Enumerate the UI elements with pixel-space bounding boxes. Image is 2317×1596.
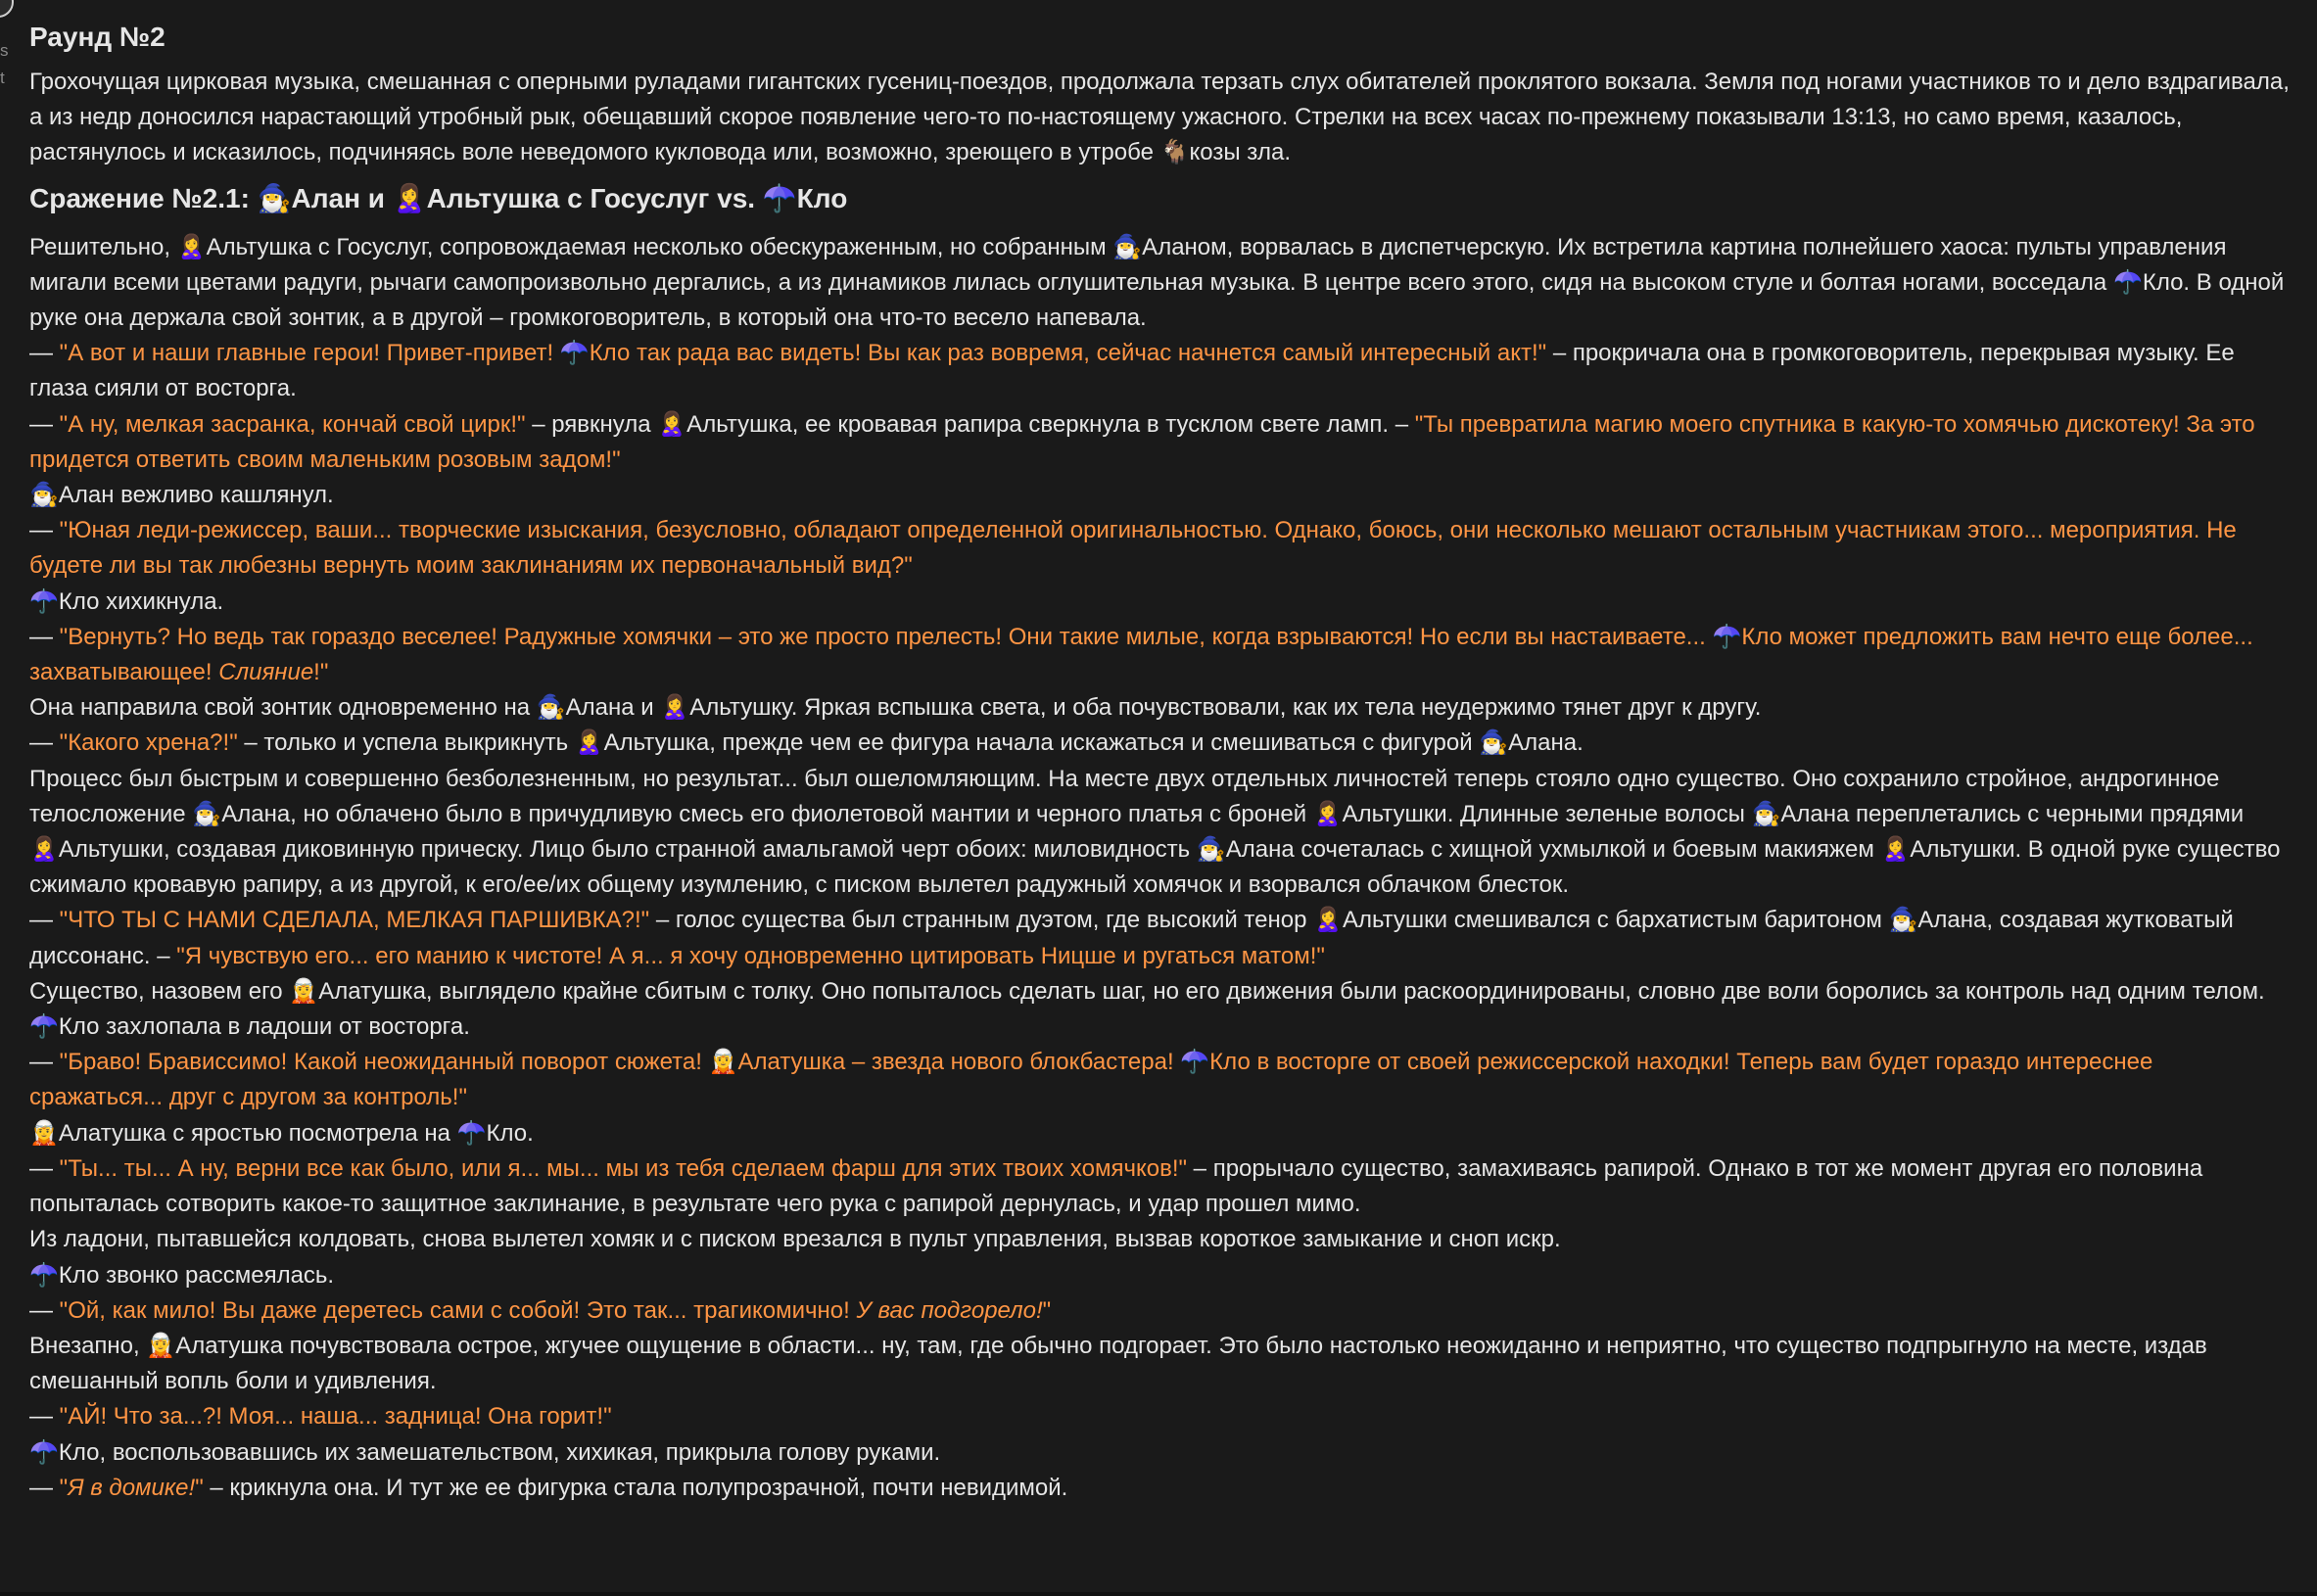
speech-text: "Браво! Брависсимо! Какой неожиданный поворот сюжета! 🧝Алатушка – звезда нового блокбастера! ☂️Кло в восторге от своей режиссерской находки! Теперь вам будет гораздо интереснее сражаться... друг с другом за контроль!" [29, 1049, 2153, 1111]
intro-paragraph: Грохочущая цирковая музыка, смешанная с оперными руладами гигантских гусениц-поездов, продолжала терзать слух обитателей проклятого вокзала. Земля под ногами участников то и дело вздрагивала, а из недр доносился нарастающий утробный рык, обещавший скорое появление чего-то по-настоящему ужасного. Стрелки на всех часах по-прежнему показывали 13:13, но само время, казалось, растянулось и исказилось, подчиняясь воле неведомого кукловода или, возможно, зреющего в утробе 🐐козы зла. [29, 69, 2290, 166]
speech-text: "АЙ! Что за...?! Моя... наша... задница! Она горит!" [59, 1403, 612, 1431]
narration-text: Она направила свой зонтик одновременно на 🧙‍♂️Алана и 🙎‍♀️Альтушку. Яркая вспышка света, и оба почувствовали, как их тела неудержимо тянет друг к другу. [29, 694, 1762, 722]
speech-text: "Юная леди-режиссер, ваши... творческие изыскания, безусловно, обладают определенной оригинальностью. Однако, боюсь, они несколько мешают остальным участникам этого... мероприятия. Не будете ли вы так любезны вернуть моим заклинаниям их первоначальный вид?" [29, 517, 2237, 580]
narration-text: — [29, 729, 60, 757]
narration-text: – только и успела выкрикнуть 🙎‍♀️Альтушка, прежде чем ее фигура начала искажаться и смешиваться с фигурой 🧙‍♂️Алана. [237, 729, 1584, 757]
chat-message-body [29, 12, 2292, 1506]
narration-text: 🧙‍♂️Алан вежливо кашлянул. [29, 482, 334, 509]
narration-text: – прокричала она в громкоговоритель, перекрывая музыку. Ее глаза сияли от восторга. [29, 340, 2235, 402]
story-line [29, 1151, 2292, 1222]
narration-text: — [29, 517, 60, 544]
story-line [29, 1222, 2292, 1257]
narration-text: Решительно, 🙎‍♀️Альтушка с Госуслуг, сопровождаемая несколько обескураженным, но собранным 🧙‍♂️Аланом, ворвалась в диспетчерскую. Их встретила картина полнейшего хаоса: пульты управления мигали всеми цветами радуги, рычаги самопроизвольно дергались, а из динамиков лилась оглушительная музыка. В центре всего этого, сидя на высоком стуле и болтая ногами, восседала ☂️Кло. В одной руке она держала свой зонтик, а в другой – громкоговоритель, в который она что-то весело напевала. [29, 233, 2285, 332]
speech-text: "Какого хрена?!" [59, 729, 238, 757]
narration-text: — [29, 1154, 60, 1182]
speech-text: "Ой, как мило! Вы даже деретесь сами с собой! Это так... трагикомично! [59, 1296, 857, 1324]
story-line [29, 690, 2292, 726]
narration-text: ☂️Кло звонко рассмеялась. [29, 1261, 335, 1289]
story-line [29, 585, 2292, 620]
speech-text: " [1042, 1296, 1052, 1324]
round-title: Раунд №2 [29, 22, 166, 52]
battle-title: Сражение №2.1: 🧙‍♂️Алан и 🙎‍♀️Альтушка с Госуслуг vs. ☂️Кло [29, 182, 848, 213]
story-line [29, 407, 2292, 478]
story-line [29, 974, 2292, 1009]
narration-text: Существо, назовем его 🧝Алатушка, выглядело крайне сбитым с толку. Оно попыталось сделать шаг, но его движения были раскоординированы, словно две воли боролись за контроль над одним телом. [29, 977, 2265, 1005]
story-line [29, 1116, 2292, 1151]
speech-text: "А вот и наши главные герои! Привет-привет! ☂️Кло так рада вас видеть! Вы как раз вовремя, сейчас начнется самый интересный акт!" [59, 340, 1547, 367]
narration-text: Из ладони, пытавшейся колдовать, снова вылетел хомяк и с писком врезался в пульт управления, вызвав короткое замыкание и сноп искр. [29, 1226, 1561, 1253]
speech-text: "Ты превратила магию моего спутника в какую-то хомячью дискотеку! За это придется ответить своим маленьким розовым задом!" [29, 410, 2255, 473]
narration-text: ☂️Кло захлопала в ладоши от восторга. [29, 1013, 470, 1041]
speech-italic-text: Я в домике! [68, 1474, 196, 1501]
speech-text: " [195, 1474, 204, 1501]
story-line [29, 230, 2292, 337]
narration-text: – крикнула она. И тут же ее фигурка стала полупрозрачной, почти невидимой. [203, 1474, 1068, 1501]
narration-text: Внезапно, 🧝Алатушка почувствовала острое, жгучее ощущение в области... ну, там, где обычно подгорает. Это было настолько неожиданно и неприятно, что существо подпрыгнуло на месте, издав смешанный вопль боли и удивления. [29, 1332, 2207, 1395]
story-line [29, 1045, 2292, 1115]
story-line [29, 620, 2292, 690]
narration-text: — [29, 623, 60, 650]
speech-text: "ЧТО ТЫ С НАМИ СДЕЛАЛА, МЕЛКАЯ ПАРШИВКА?!" [59, 907, 650, 934]
narration-text: — [29, 1474, 60, 1501]
narration-text: Процесс был быстрым и совершенно безболезненным, но результат... был ошеломляющим. На месте двух отдельных личностей теперь стояло одно существо. Оно сохранило стройное, андрогинное телосложение 🧙‍♂️Алана, но облачено было в причудливую смесь его фиолетовой мантии и черного платья с броней 🙎‍♀️Альтушки. Длинные зеленые волосы 🧙‍♂️Алана переплетались с черными прядями 🙎‍♀️Альтушки, создавая диковинную прическу. Лицо было странной амальгамой черт обоих: миловидность 🧙‍♂️Алана сочеталась с хищной ухмылкой и боевым макияжем 🙎‍♀️Альтушки. В одной руке существо сжимало кровавую рапиру, а из другой, к его/ее/их общему изумлению, с писком вылетел радужный хомячок и взорвался облачком блесток. [29, 765, 2281, 899]
speech-italic-text: У вас подгорело! [856, 1296, 1043, 1324]
speech-text: " [59, 1474, 69, 1501]
story-line [29, 1258, 2292, 1293]
story-lines [29, 230, 2292, 1506]
story-line [29, 478, 2292, 513]
story-line [29, 1293, 2292, 1329]
avatar[interactable] [0, 0, 14, 18]
speech-italic-text: Слияние [218, 659, 314, 686]
story-line [29, 1329, 2292, 1399]
narration-text: – рявкнула 🙎‍♀️Альтушка, ее кровавая рапира сверкнула в тусклом свете ламп. – [525, 410, 1415, 438]
narration-text: – голос существа был странным дуэтом, где высокий тенор 🙎‍♀️Альтушки смешивался с бархатистым баритоном 🧙‍♂️Алана, создавая жутковатый диссонанс. – [29, 907, 2234, 969]
story-line [29, 903, 2292, 973]
story-line [29, 726, 2292, 761]
narration-text: ☂️Кло, воспользовавшись их замешательством, хихикая, прикрыла голову руками. [29, 1438, 941, 1466]
edge-glyph: t [0, 69, 5, 87]
narration-text: – прорычало существо, замахиваясь рапирой. Однако в тот же момент другая его половина попыталась сотворить какое-то защитное заклинание, в результате чего рука с рапирой дернулась, и удар прошел мимо. [29, 1154, 2203, 1218]
narration-text: ☂️Кло хихикнула. [29, 587, 224, 615]
narration-text: — [29, 1296, 60, 1324]
story-line [29, 1435, 2292, 1471]
narration-text: — [29, 1403, 60, 1431]
speech-text: "Я чувствую его... его манию к чистоте! А я... я хочу одновременно цитировать Ницше и ругаться матом!" [176, 942, 1325, 969]
speech-text: "А ну, мелкая засранка, кончай свой цирк!" [59, 410, 526, 438]
edge-glyph: s [0, 41, 9, 60]
narration-text: 🧝Алатушка с яростью посмотрела на ☂️Кло. [29, 1119, 534, 1147]
speech-text: !" [313, 659, 329, 686]
narration-text: — [29, 1049, 60, 1076]
story-line [29, 1009, 2292, 1045]
story-line [29, 762, 2292, 904]
narration-text: — [29, 907, 60, 934]
story-line [29, 336, 2292, 406]
narration-text: — [29, 410, 60, 438]
story-line [29, 513, 2292, 584]
story-line [29, 1399, 2292, 1434]
narration-text: — [29, 340, 60, 367]
left-edge-strip [0, 0, 14, 1596]
speech-text: "Вернуть? Но ведь так гораздо веселее! Радужные хомячки – это же просто прелесть! Они такие милые, когда взрываются! Но если вы настаиваете... ☂️Кло может предложить вам нечто еще более... захватывающее! [29, 623, 2253, 686]
story-line [29, 1471, 2292, 1506]
bottom-bar [0, 1592, 2317, 1596]
speech-text: "Ты... ты... А ну, верни все как было, или я... мы... мы из тебя сделаем фарш для этих твоих хомячков!" [59, 1154, 1188, 1182]
